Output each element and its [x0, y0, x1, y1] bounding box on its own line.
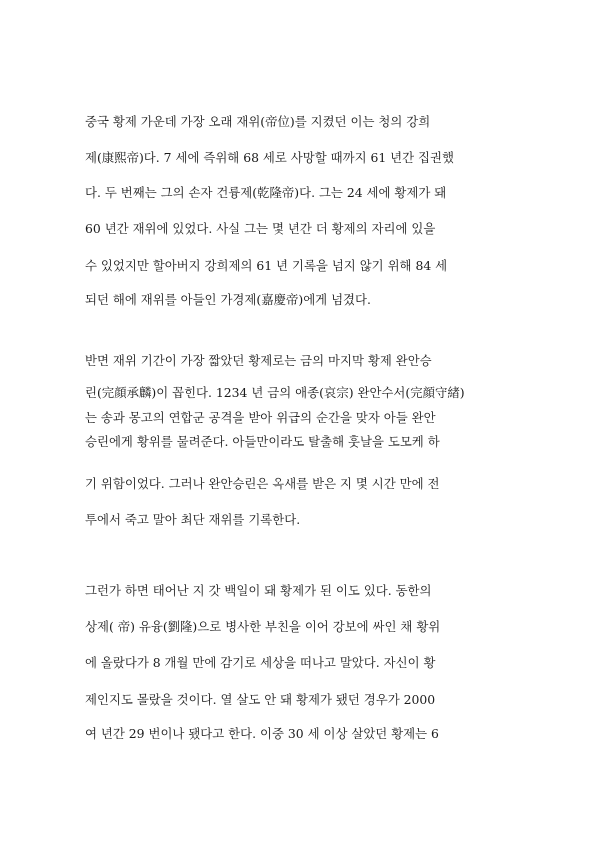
paragraph-3-line-5: 여 년간 29 번이나 됐다고 한다. 이중 30 세 이상 살았던 황제는 6 — [85, 726, 439, 741]
paragraph-2-line-5: 기 위함이었다. 그러나 완안승린은 옥새를 받은 지 몇 시간 만에 전 — [85, 476, 440, 491]
paragraph-1-line-5: 수 있었지만 할아버지 강희제의 61 년 기록을 넘지 않기 위해 84 세 — [85, 258, 448, 273]
paragraph-2-line-1: 반면 재위 기간이 가장 짧았던 황제로는 금의 마지막 황제 완안승 — [85, 353, 432, 368]
paragraph-2-line-3: 는 송과 몽고의 연합군 공격을 받아 위급의 순간을 맞자 아들 완안 — [85, 410, 436, 425]
paragraph-2-line-2: 린(完顔承麟)이 꼽힌다. 1234 년 금의 애종(哀宗) 완안수서(完顔守緖) — [85, 385, 465, 400]
paragraph-1-line-3: 다. 두 번째는 그의 손자 건륭제(乾隆帝)다. 그는 24 세에 황제가 돼 — [85, 185, 447, 200]
paragraph-1-line-2: 제(康熙帝)다. 7 세에 즉위해 68 세로 사망할 때까지 61 년간 집권했 — [85, 150, 454, 165]
paragraph-3-line-1: 그런가 하면 태어난 지 갓 백일이 돼 황제가 된 이도 있다. 동한의 — [85, 583, 432, 598]
paragraph-1-line-1: 중국 황제 가운데 가장 오래 재위(帝位)를 지켰던 이는 청의 강희 — [85, 114, 431, 129]
paragraph-2-line-6: 투에서 죽고 말아 최단 재위를 기록한다. — [85, 512, 301, 527]
paragraph-2-line-4: 승린에게 황위를 물려준다. 아들만이라도 탈출해 훗날을 도모케 하 — [85, 434, 440, 449]
paragraph-3-line-3: 에 올랐다가 8 개월 만에 감기로 세상을 떠나고 말았다. 자신이 황 — [85, 655, 436, 670]
paragraph-3-line-2: 상제( 帝) 유융(劉隆)으로 병사한 부친을 이어 강보에 싸인 채 황위 — [85, 619, 441, 634]
paragraph-3-line-4: 제인지도 몰랐을 것이다. 열 살도 안 돼 황제가 됐던 경우가 2000 — [85, 692, 436, 707]
paragraph-1-line-6: 되던 해에 재위를 아들인 가경제(嘉慶帝)에게 넘겼다. — [85, 292, 371, 307]
paragraph-1-line-4: 60 년간 재위에 있었다. 사실 그는 몇 년간 더 황제의 자리에 있을 — [85, 221, 436, 236]
